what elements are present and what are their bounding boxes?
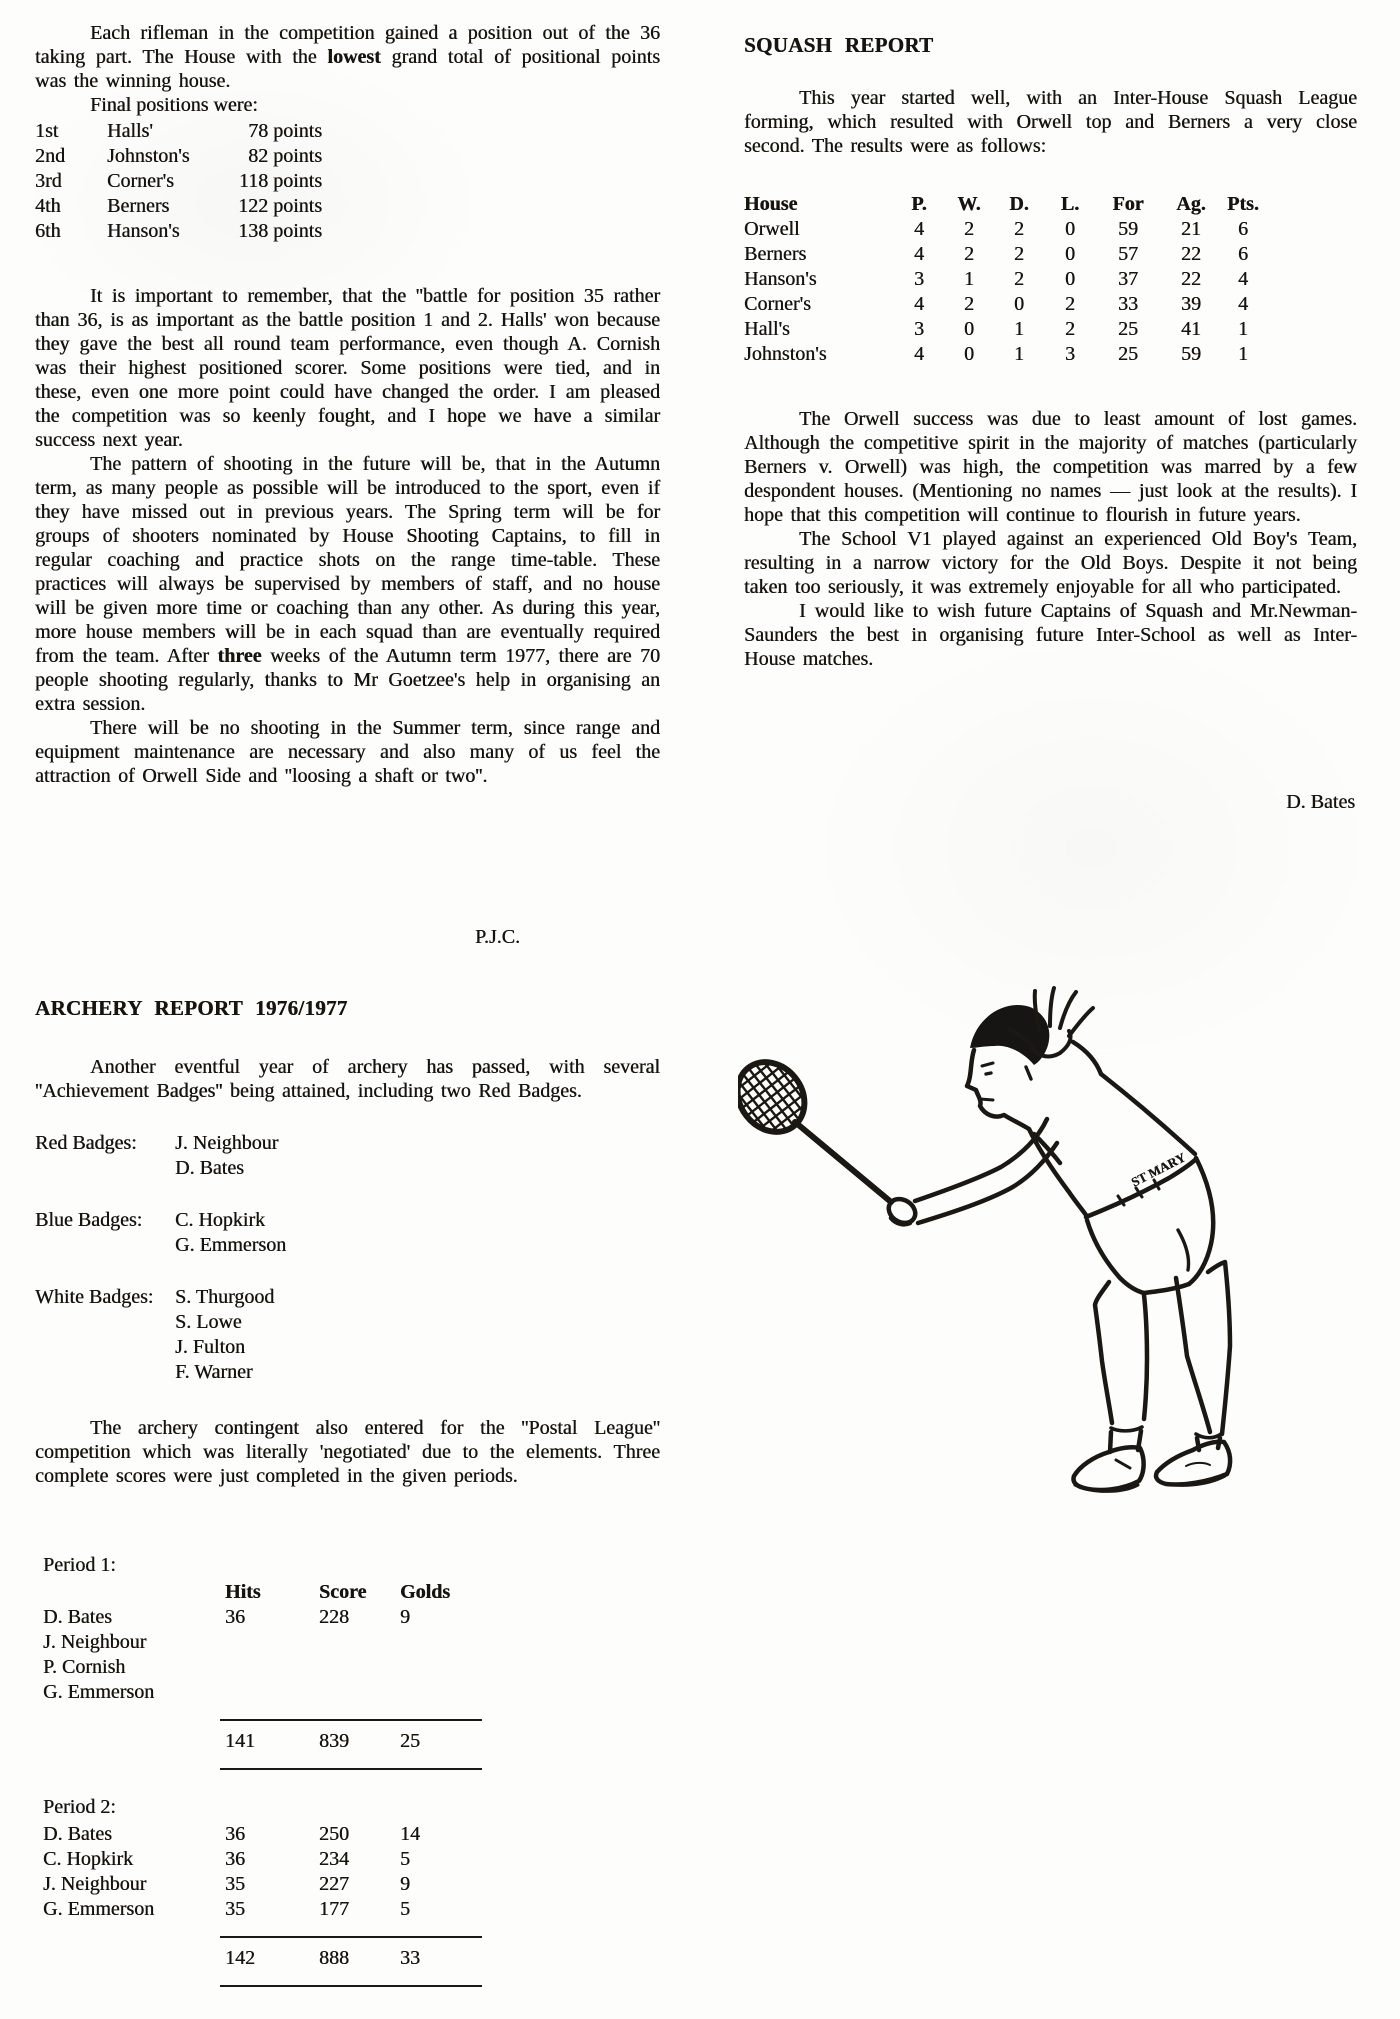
badge-names bbox=[175, 1285, 660, 1385]
stat-value: 9 bbox=[400, 1873, 410, 1895]
stat-value: 9 bbox=[400, 1606, 410, 1628]
period-grid bbox=[35, 1822, 660, 1987]
squash-results-table bbox=[744, 192, 1264, 367]
stat-value: 4 bbox=[914, 293, 924, 315]
final-positions-intro: Final positions were: bbox=[90, 94, 258, 116]
archer-name: G. Emmerson bbox=[43, 1898, 155, 1920]
period-row bbox=[35, 1897, 660, 1922]
period-row bbox=[35, 1822, 660, 1847]
stat-value: 177 bbox=[319, 1898, 349, 1920]
points-value: 78 points bbox=[248, 120, 322, 142]
stat-value: 0 bbox=[1014, 293, 1024, 315]
points-value: 138 points bbox=[238, 220, 322, 242]
period-row bbox=[35, 1655, 660, 1680]
total-value: 888 bbox=[319, 1947, 349, 1969]
badge-group bbox=[35, 1131, 660, 1181]
house-name: Johnston's bbox=[107, 145, 190, 167]
stat-value: 5 bbox=[400, 1848, 410, 1870]
points-value: 122 points bbox=[238, 195, 322, 217]
stat-value: 39 bbox=[1181, 293, 1201, 315]
badge-name: S. Thurgood bbox=[175, 1286, 275, 1308]
stat-value: 41 bbox=[1181, 318, 1201, 340]
total-value: 33 bbox=[400, 1947, 420, 1969]
stat-value bbox=[305, 1655, 400, 1680]
stat-value: 6 bbox=[1238, 218, 1248, 240]
stat-value: 22 bbox=[1181, 268, 1201, 290]
archer-name: P. Cornish bbox=[43, 1656, 126, 1678]
period-row bbox=[35, 1630, 660, 1655]
period-totals bbox=[35, 1729, 660, 1754]
squash-player-illustration bbox=[738, 982, 1260, 1544]
stat-value bbox=[400, 1655, 480, 1680]
far-arm bbox=[1073, 1042, 1101, 1074]
stat-value: 1 bbox=[1238, 318, 1248, 340]
squash-report-section bbox=[744, 0, 1357, 671]
stat-value bbox=[225, 1680, 305, 1705]
badge-group bbox=[35, 1208, 660, 1258]
badge-names bbox=[175, 1208, 660, 1258]
stat-value: 0 bbox=[964, 318, 974, 340]
period-row bbox=[35, 1847, 660, 1872]
squash-paragraph-4: I would like to wish future Captains of Squash and Mr.Newman-Saunders the best in organising future Inter-School as well as Inter-House matches. bbox=[744, 600, 1357, 670]
stat-value bbox=[305, 1680, 400, 1705]
stat-value: 0 bbox=[1065, 268, 1075, 290]
squash-paragraph-2: The Orwell success was due to least amount of lost games. Although the competitive spirit in the majority of matches (particularly Berners v. Orwell) was high, the competition was marred by a few despondent houses. (Mentioning no names — just look at the results). I hope that this competition will continue to flourish in future years. bbox=[744, 408, 1357, 526]
archer-name: J. Neighbour bbox=[43, 1631, 147, 1653]
stat-value bbox=[400, 1630, 480, 1655]
archery-paragraph-2: The archery contingent also entered for the ''Postal League'' competition which was literally 'negotiated' due to the elements. Three complete scores were just completed in the given periods. bbox=[35, 1417, 660, 1487]
position-rank: 4th bbox=[35, 195, 61, 217]
stat-value: 3 bbox=[1065, 343, 1075, 365]
squash-player-drawing bbox=[738, 982, 1260, 1544]
points-value: 118 points bbox=[238, 170, 322, 192]
stat-value: 35 bbox=[225, 1873, 245, 1895]
right-column bbox=[744, 0, 1357, 2019]
stat-value: 3 bbox=[914, 268, 924, 290]
squash-paragraph-1: This year started well, with an Inter-House Squash League forming, which resulted with Orwell top and Berners a very close second. The results were as follows: bbox=[744, 87, 1357, 157]
position-row bbox=[35, 194, 660, 219]
front-leg bbox=[1073, 1282, 1147, 1491]
points-value: 82 points bbox=[248, 145, 322, 167]
archer-name: D. Bates bbox=[43, 1823, 112, 1845]
text-run: Each rifleman in the competition gained a position out of the 36 taking part. The House with the bbox=[35, 22, 660, 68]
period-row bbox=[35, 1605, 660, 1630]
empty-cell bbox=[35, 1946, 225, 1971]
total-value: 839 bbox=[319, 1730, 349, 1752]
period-grid bbox=[35, 1580, 660, 1770]
back-leg bbox=[1156, 1262, 1230, 1485]
stat-value: 21 bbox=[1181, 218, 1201, 240]
badges-list bbox=[35, 1131, 660, 1385]
shirt-text: ST MARY bbox=[1128, 1149, 1188, 1190]
badge-label: Red Badges: bbox=[35, 1132, 137, 1154]
squash-table-row bbox=[744, 317, 1264, 342]
column-header: L. bbox=[1060, 193, 1080, 215]
house-name: Hall's bbox=[744, 318, 790, 340]
house-name: Hanson's bbox=[744, 268, 817, 290]
shooting-paragraph-3 bbox=[35, 452, 660, 716]
stat-value: 57 bbox=[1118, 243, 1138, 265]
column-header: Pts. bbox=[1227, 193, 1259, 215]
stat-value: 36 bbox=[225, 1823, 245, 1845]
stat-value: 33 bbox=[1118, 293, 1138, 315]
signature-pjc: P.J.C. bbox=[474, 926, 520, 948]
stat-value: 22 bbox=[1181, 243, 1201, 265]
stat-value: 4 bbox=[914, 218, 924, 240]
final-positions-list bbox=[35, 119, 660, 244]
stat-value: 4 bbox=[914, 343, 924, 365]
stat-value: 2 bbox=[1065, 318, 1075, 340]
position-row bbox=[35, 119, 660, 144]
stat-value: 59 bbox=[1181, 343, 1201, 365]
position-rank: 2nd bbox=[35, 145, 65, 167]
position-rank: 6th bbox=[35, 220, 61, 242]
empty-cell bbox=[35, 1729, 225, 1754]
stat-value: 2 bbox=[1065, 293, 1075, 315]
archery-heading: ARCHERY REPORT 1976/1977 bbox=[35, 996, 348, 1020]
stat-value: 2 bbox=[964, 243, 974, 265]
stat-value: 1 bbox=[1238, 343, 1248, 365]
shooting-report-section bbox=[35, 0, 660, 788]
squash-heading: SQUASH REPORT bbox=[744, 33, 934, 57]
shooting-paragraph-4: There will be no shooting in the Summer term, since range and equipment maintenance are necessary and also many of us feel the attraction of Orwell Side and ''loosing a shaft or two''. bbox=[35, 717, 660, 787]
column-header: W. bbox=[957, 193, 981, 215]
shooting-paragraph-2: It is important to remember, that the ''battle for position 35 rather than 36, is as important as the battle position 1 and 2. Halls' won because they gave the best all round team performance, even though A. Cornish was their highest positioned scorer. Some positions were tied, and in these, even one more point could have changed the order. I am pleased the competition was so keenly fought, and I hope we have a similar success next year. bbox=[35, 285, 660, 451]
badge-name: J. Neighbour bbox=[175, 1132, 279, 1154]
squash-paragraph-3: The School V1 played against an experienced Old Boy's Team, resulting in a narrow victory for the Old Boys. Despite it not being taken too seriously, it was extremely enjoyable for all who participated. bbox=[744, 528, 1357, 598]
stat-value: 0 bbox=[1065, 218, 1075, 240]
position-row bbox=[35, 169, 660, 194]
squash-table-row bbox=[744, 217, 1264, 242]
bold-word: three bbox=[217, 645, 262, 667]
badge-name: G. Emmerson bbox=[175, 1234, 287, 1256]
position-rank: 3rd bbox=[35, 170, 62, 192]
racket-shaft bbox=[795, 1122, 891, 1202]
stat-value: 4 bbox=[914, 243, 924, 265]
house-name: Orwell bbox=[744, 218, 800, 240]
column-header: Golds bbox=[400, 1581, 451, 1603]
column-header: House bbox=[744, 193, 798, 215]
badge-names bbox=[175, 1131, 660, 1181]
position-row bbox=[35, 144, 660, 169]
archer-name: J. Neighbour bbox=[43, 1873, 147, 1895]
stat-value: 227 bbox=[319, 1873, 349, 1895]
house-name: Halls' bbox=[107, 120, 153, 142]
stat-value: 37 bbox=[1118, 268, 1138, 290]
badge-name: F. Warner bbox=[175, 1361, 253, 1383]
period2-table bbox=[35, 1795, 660, 1995]
stat-value: 5 bbox=[400, 1898, 410, 1920]
bold-word: lowest bbox=[327, 46, 381, 68]
column-header: P. bbox=[911, 193, 927, 215]
left-column bbox=[35, 0, 660, 2019]
stat-value: 4 bbox=[1238, 293, 1248, 315]
text-run: The pattern of shooting in the future will be, that in the Autumn term, as many people as possible will be introduced to the sport, even if they have missed out in previous years. The Spring term will be for groups of shooters nominated by House Shooting Captains, to fill in regular coaching and practice shots on the range time-table. These practices will always be supervised by members of staff, and no house will be given more time or coaching than any other. As during this year, more house members will be in each squad than are eventually required from the team. After bbox=[35, 453, 660, 667]
stat-value: 234 bbox=[319, 1848, 349, 1870]
stat-value: 0 bbox=[964, 343, 974, 365]
stat-value: 36 bbox=[225, 1606, 245, 1628]
column-header: Hits bbox=[225, 1581, 261, 1603]
badge-label: White Badges: bbox=[35, 1286, 154, 1308]
stat-value: 1 bbox=[964, 268, 974, 290]
stat-value: 2 bbox=[1014, 243, 1024, 265]
stat-value: 2 bbox=[1014, 268, 1024, 290]
period-header bbox=[35, 1580, 660, 1605]
column-header: Score bbox=[319, 1581, 367, 1603]
house-name: Hanson's bbox=[107, 220, 180, 242]
badge-group bbox=[35, 1285, 660, 1385]
house-name: Johnston's bbox=[744, 343, 827, 365]
total-rule bbox=[220, 1768, 482, 1770]
total-value: 25 bbox=[400, 1730, 420, 1752]
badge-name: D. Bates bbox=[175, 1157, 244, 1179]
total-rule bbox=[220, 1719, 482, 1721]
stat-value: 25 bbox=[1118, 343, 1138, 365]
stat-value: 2 bbox=[964, 293, 974, 315]
stat-value: 36 bbox=[225, 1848, 245, 1870]
stat-value bbox=[400, 1680, 480, 1705]
stat-value: 0 bbox=[1065, 243, 1075, 265]
stat-value: 2 bbox=[1014, 218, 1024, 240]
column-header: D. bbox=[1009, 193, 1029, 215]
stat-value: 1 bbox=[1014, 343, 1024, 365]
squash-table-row bbox=[744, 267, 1264, 292]
house-name: Corner's bbox=[107, 170, 174, 192]
total-value: 141 bbox=[225, 1730, 255, 1752]
archery-paragraph-1: Another eventful year of archery has passed, with several ''Achievement Badges'' being attained, including two Red Badges. bbox=[35, 1056, 660, 1102]
stat-value bbox=[225, 1630, 305, 1655]
stat-value: 35 bbox=[225, 1898, 245, 1920]
archer-name: D. Bates bbox=[43, 1606, 112, 1628]
archery-report-section bbox=[35, 975, 660, 1488]
signature-d-bates: D. Bates bbox=[1286, 791, 1355, 813]
squash-table-row bbox=[744, 292, 1264, 317]
badge-name: J. Fulton bbox=[175, 1336, 246, 1358]
text-run: grand total of positional points was the winning house. bbox=[35, 46, 660, 92]
period-label: Period 2: bbox=[43, 1796, 116, 1818]
archer-name: G. Emmerson bbox=[43, 1681, 155, 1703]
archer-name: C. Hopkirk bbox=[43, 1848, 133, 1870]
column-header: For bbox=[1112, 193, 1144, 215]
stat-value: 6 bbox=[1238, 243, 1248, 265]
badge-label: Blue Badges: bbox=[35, 1209, 143, 1231]
period-row bbox=[35, 1872, 660, 1897]
stat-value: 1 bbox=[1014, 318, 1024, 340]
total-rule bbox=[220, 1936, 482, 1938]
stat-value: 3 bbox=[914, 318, 924, 340]
position-row bbox=[35, 219, 660, 244]
stat-value bbox=[305, 1630, 400, 1655]
position-rank: 1st bbox=[35, 120, 59, 142]
squash-table-row bbox=[744, 342, 1264, 367]
period1-table bbox=[35, 1553, 660, 1778]
house-name: Corner's bbox=[744, 293, 811, 315]
stat-value: 14 bbox=[400, 1823, 420, 1845]
badge-name: C. Hopkirk bbox=[175, 1209, 265, 1231]
column-header: Ag. bbox=[1176, 193, 1206, 215]
period-row bbox=[35, 1680, 660, 1705]
stat-value: 250 bbox=[319, 1823, 349, 1845]
stat-value: 25 bbox=[1118, 318, 1138, 340]
total-value: 142 bbox=[225, 1947, 255, 1969]
house-name: Berners bbox=[107, 195, 170, 217]
badge-name: S. Lowe bbox=[175, 1311, 242, 1333]
squash-table-row bbox=[744, 242, 1264, 267]
stat-value: 228 bbox=[319, 1606, 349, 1628]
period-label: Period 1: bbox=[43, 1554, 116, 1576]
squash-table-header bbox=[744, 192, 1264, 217]
stat-value bbox=[225, 1655, 305, 1680]
empty-cell bbox=[35, 1580, 225, 1605]
stat-value: 2 bbox=[964, 218, 974, 240]
stat-value: 4 bbox=[1238, 268, 1248, 290]
house-name: Berners bbox=[744, 243, 807, 265]
period-totals bbox=[35, 1946, 660, 1971]
shooting-paragraph-1 bbox=[35, 21, 660, 93]
stat-value: 59 bbox=[1118, 218, 1138, 240]
text-run: weeks of the Autumn term 1977, there are 70 people shooting regularly, thanks to Mr Goetzee's help in organising an extra session. bbox=[35, 645, 661, 715]
total-rule bbox=[220, 1985, 482, 1987]
